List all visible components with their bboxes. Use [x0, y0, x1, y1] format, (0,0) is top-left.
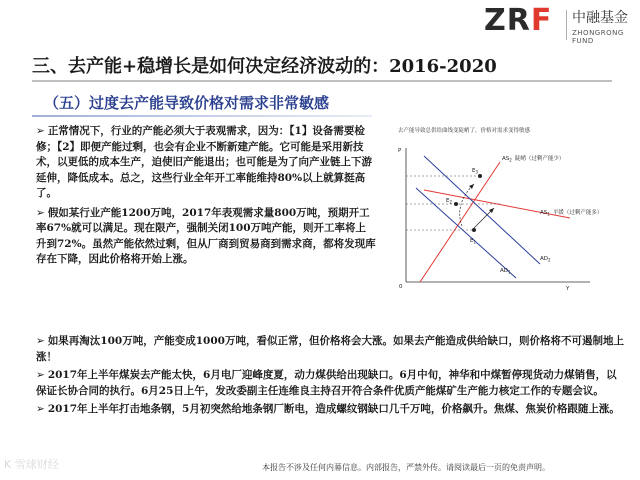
label-e3: $E_3$ — [472, 168, 479, 175]
full-text-column — [36, 334, 626, 418]
equilibrium-e3 — [478, 174, 482, 178]
title-divider — [32, 80, 612, 82]
logo-company-name: 中融基金 — [572, 10, 628, 26]
bullet-paragraph — [36, 368, 626, 399]
axis-label-p: P — [398, 148, 402, 154]
axis-label-origin: 0 — [399, 284, 403, 290]
bullet-text: 如果再淘汰100万吨，产能变成1000万吨，看似正常，但价格将会大涨。如果去产能造成供给缺口，则价格将不可遏制地上涨！ — [36, 335, 624, 363]
label-e2: $E_2$ — [446, 198, 453, 205]
label-e1: $E_1$ — [470, 238, 477, 245]
logo-text: ZR — [484, 3, 531, 38]
footer-disclaimer: 本报告不涉及任何内幕信息。内部报告，严禁外传。请阅读最后一页的免责声明。 — [262, 463, 550, 472]
bullet-paragraph — [36, 124, 376, 202]
chart-caption: 去产能导致总供给曲线变陡峭了，价格对需求变得敏感 — [398, 128, 531, 134]
ad1-curve — [416, 188, 516, 278]
bullet-arrow-icon: ➢ — [36, 125, 45, 137]
logo-company-name-en: ZHONGRONG FUND — [572, 29, 624, 45]
logo-divider — [566, 10, 567, 40]
section-heading: （五）过度去产能导致价格对需求非常敏感 — [44, 94, 330, 112]
as2-curve — [420, 162, 500, 282]
bullet-arrow-icon: ➢ — [36, 369, 45, 381]
bullet-text: 2017年上半年煤炭去产能太快，6月电厂迎峰度夏，动力煤供给出现缺口。6月中旬，神华和中煤暂停现货动力煤销售，以保证长协合同的执行。6月25日上午，发改委副主任连维良主持召开符合条件优质产能煤矿生产能力核定工作的专题会议。 — [36, 369, 617, 397]
equilibrium-e1 — [472, 228, 476, 232]
axis-label-y: Y — [566, 286, 570, 292]
section-underline — [32, 115, 372, 117]
label-ad1: $AD_1$ — [500, 268, 511, 275]
page-title: 三、去产能+稳增长是如何决定经济波动的：2016-2020 — [32, 56, 497, 77]
bullet-arrow-icon: ➢ — [36, 335, 45, 347]
bullet-text: 假如某行业产能1200万吨，2017年表观需求量800万吨，预期开工率67%就可以满足。现在限产，强制关闭100万吨产能，则开工率将上升到72%。虽然产能依然过剩，但从厂商到贸易商到需求商，都将发现库存在下降，因此价格将开始上涨。 — [36, 206, 376, 265]
left-text-column — [36, 124, 376, 268]
arrow-head-icon — [469, 184, 474, 189]
bullet-paragraph — [36, 206, 376, 268]
logo-text-accent: F — [530, 3, 553, 38]
equilibrium-e2 — [454, 202, 458, 206]
bullet-arrow-icon: ➢ — [36, 206, 45, 219]
bullet-text: 2017年上半年打击地条钢，5月初突然给地条钢厂断电，造成螺纹钢缺口几千万吨，价格飙升。焦煤、焦炭价格跟随上涨。 — [47, 403, 620, 415]
watermark: K 雪球财经 — [4, 458, 59, 471]
bullet-paragraph — [36, 334, 626, 365]
label-ad2: $AD_2$ — [540, 256, 551, 263]
label-as2: $AS_2$ 陡峭（过剩产能少） — [502, 156, 565, 163]
company-logo — [484, 3, 553, 38]
label-as1: $AS_1$ 平缓（过剩产能多） — [540, 210, 603, 217]
bullet-text: 正常情况下，行业的产能必须大于表观需求，因为：【1】设备需要检修；【2】即便产能过剩，也会有企业不断新建产能。它可能是采用新技术，以更低的成本生产，迫使旧产能退出；也可能是为了向产业链上下游延伸，降低成本。总之，这些行业全年开工率能维持80%以上就算挺高了。 — [36, 125, 372, 199]
bullet-paragraph — [36, 402, 626, 418]
bullet-arrow-icon: ➢ — [36, 403, 45, 415]
supply-demand-diagram — [390, 134, 610, 294]
